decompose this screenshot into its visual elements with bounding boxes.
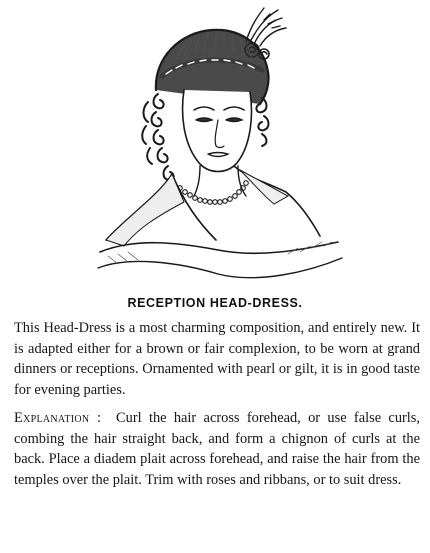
head-dress-engraving [88,6,348,288]
face-outline [183,90,252,172]
explanation-label: Explanation : [14,410,102,426]
pearl-necklace [178,181,249,205]
ringlet-curls-right [256,98,268,146]
description-paragraph: This Head-Dress is a most charming composition, and entirely new. It is adapted either for a brown or fair complexion, to be worn at grand dinners or receptions. Ornamented with pearl or gilt, it is in good taste for evening parties. [14,320,420,398]
shoulders [100,242,338,253]
explanation-text: Curl the hair across forehead, or use false curls, combing the hair straight back, and form a chignon of curls at the back. Place a diadem plait across forehead, and raise the hair from the temples over the plait. Trim with roses and ribbans, or to suit dress. [14,410,421,488]
page-title: RECEPTION HEAD-DRESS. [127,296,303,310]
feather-plume [246,8,286,46]
explanation-paragraph [14,408,420,490]
